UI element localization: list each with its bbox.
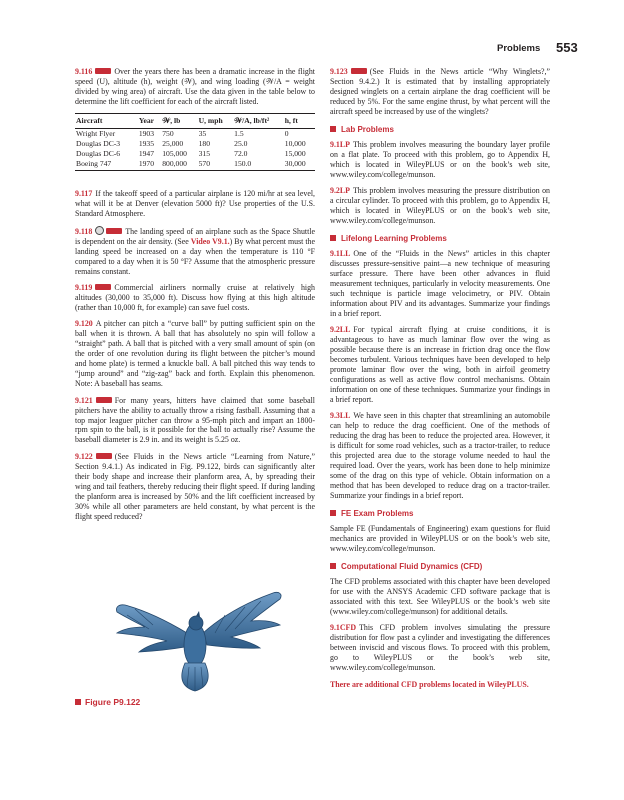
left-wing-shape [116,605,187,652]
table-cell: 180 [198,139,211,148]
bird-illustration [75,585,315,695]
section-heading-lab [330,125,550,135]
bullet-square-icon [330,126,336,132]
problem-text: (See Fluids in the News article “Learning from Nature,” Section 9.4.1.) As indicated in Fig. P9.122, birds can significantly alter their body shape and increase their planform area, A, by spreading their wing and tail feathers, thereby reducing their flight speed. If during landing the planform area is increased by 50% and the lift coefficient increased by 30% while all other parameters are held constant, by what percent is the flight speed reduced? [75,451,315,521]
col-header: 𝒲/A, lb/ft² [233,114,284,129]
problem-number: 9.122 [75,451,93,461]
problem-number: 9.117 [75,189,93,199]
video-disc-icon [95,226,104,235]
bird-beak-shape [196,611,200,617]
cfd-additional-note: There are additional CFD problems located in WileyPLUS. [330,679,529,689]
table-cell: Douglas DC-3 [76,139,121,148]
problem-9-1lp [330,140,550,180]
table-row [75,159,315,171]
table-cell: 1903 [138,129,155,139]
section-heading-fe [330,509,550,519]
problem-text: Over the years there has been a dramatic increase in the flight speed (U), altitude (h), weight (𝒲), and wing loading (𝒲/A = weight divided by wing area) of aircraft. Use the data given in the table below to determine the lift coefficient for each of the aircraft listed. [75,67,315,106]
col-header: 𝒲, lb [161,114,197,129]
section-heading-text: Lab Problems [341,124,394,134]
table-row [75,128,315,138]
problem-number: 9.118 [75,226,93,236]
problem-number: 9.2LP [330,186,350,196]
right-wing-shape [203,592,281,648]
col-header: Year [138,114,161,129]
table-cell: 15,000 [284,148,306,158]
problem-9-2ll [330,325,550,405]
bird-head-shape [189,616,203,630]
table-cell: 1935 [138,139,155,148]
problem-number: 9.1CFD [330,623,357,633]
col-header: h, ft [284,114,315,129]
problem-text: This problem involves measuring the boundary layer profile on a flat plate. To proceed with this problem, go to Appendix H, which is located in WileyPLUS or on the book’s web site, www.wiley.com/college/munson. [330,139,550,179]
problem-9-1cfd [330,623,550,673]
table-cell: 750 [162,129,174,139]
table-cell: 1947 [138,148,155,158]
video-link[interactable]: Video V9.1. [190,236,230,246]
problem-number: 9.123 [330,67,348,76]
problem-9-120 [75,319,315,389]
problem-number: 9.1LL [330,249,351,259]
bullet-square-icon [330,510,336,516]
table-header-row [75,114,315,129]
problem-text: We have seen in this chapter that streamlining an automobile can help to reduce the drag coefficient. One of the methods of reducing the drag has been to reduce the projected area. However, it is difficult for some road vehicles, such as a tractor-trailer, to reduce this projected area due to the storage volume needed to haul the required load. Over the years, work has been done to help minimize some of the drag on this type of vehicle. Obtain information on a method that has been developed to reduce drag on a tractor-trailer. Summarize your findings in a brief report. [330,411,550,500]
fe-paragraph: Sample FE (Fundamentals of Engineering) exam questions for fluid mechanics are provided in WileyPLUS or on the book’s web site, www.wiley.com/college/munson. [330,524,550,553]
problem-9-122 [75,452,315,522]
figure-caption-text: Figure P9.122 [85,697,141,707]
bullet-square-icon [330,235,336,241]
problem-text: One of the “Fluids in the News” articles in this chapter discusses pressure-sensitive paint—a new technique of measuring surface pressure. There have been other advances in fluid measurement techniques, particularly in velocity measurements. One such technique is particle image velocimetry, or PIV. Obtain information about PIV and its advantages. Summarize your findings in a brief report. [330,249,550,318]
problem-9-118 [75,226,315,277]
col-header: U, mph [198,114,234,129]
running-title: Problems [497,43,541,54]
table-cell: 150.0 [233,159,284,171]
bullet-square-icon [330,563,336,569]
problem-number: 9.121 [75,395,93,405]
problem-number: 9.116 [75,67,93,76]
problem-number: 9.2LL [330,325,351,335]
go-tutorial-icon [95,68,111,74]
table-cell: 1970 [138,159,161,171]
problem-number: 9.119 [75,283,93,293]
table-cell: 570 [198,159,234,171]
table-cell: 105,000 [162,148,187,158]
table-cell: 10,000 [284,139,306,148]
problem-9-2lp [330,186,550,226]
problem-text: Commercial airliners normally cruise at relatively high altitudes (30,000 to 35,000 ft). Discuss how flying at this high altitude (rather than 10,000 ft, for example) can save fuel costs. [75,283,315,312]
problem-text: This problem involves measuring the pressure distribution on a circular cylinder. To proceed with this problem, go to Appendix H, which is located in WileyPLUS or on the book’s web site, www.wiley.com/college/munson. [330,186,550,226]
go-tutorial-icon [351,68,367,74]
page-header [0,40,624,56]
problem-number: 9.1LP [330,139,350,149]
section-heading-text: Lifelong Learning Problems [341,233,447,243]
left-column [75,67,315,528]
table-cell: Douglas DC-6 [76,148,121,158]
table-cell: 25,000 [162,139,184,148]
go-tutorial-icon [95,284,111,290]
bullet-square-icon [75,699,81,705]
problem-text: This CFD problem involves simulating the pressure distribution for flow past a cylinder and investigating the differences between inviscid and viscous flows. To proceed with this problem, go to WileyPLUS or the book’s web site, www.wiley.com/college/munson. [330,623,550,673]
table-row [75,149,315,159]
problem-9-3ll [330,411,550,501]
table-cell: 35 [198,129,207,139]
problem-9-123 [330,67,550,117]
problem-text: For typical aircraft flying at cruise conditions, it is advantageous to have as much laminar flow over the wing as possible because there is an increase in friction drag once the flow becomes turbulent. Various techniques have been developed to help promote laminar flow over the wing, both in airfoil geometry configurations as well as active flow control mechanisms. Obtain information on one of these techniques. Summarize your findings in a brief report. [330,325,550,404]
table-cell: 25.0 [234,139,248,148]
problem-9-121 [75,396,315,446]
problem-text: If the takeoff speed of a particular airplane is 120 mi/hr at sea level, what will it be at Denver (elevation 5000 ft)? Use properties of the U.S. Standard Atmosphere. [75,189,315,219]
table-cell: Boeing 747 [75,159,138,171]
problem-text: ) By what percent must the landing speed be increased on a day when the temperature is 110 °F compared to a day when it is 50 °F? Assume that the atmospheric pressure remains constant. [75,236,315,276]
problem-9-116 [75,67,315,107]
table-cell: 72.0 [234,148,248,158]
go-tutorial-icon [106,228,122,234]
table-cell: 315 [198,148,211,158]
problem-text: (See Fluids in the News article “Why Winglets?,” Section 9.4.2.) It is estimated that by installing appropriately designed winglets on a certain airplane the drag coefficient will be reduced by 5%. For the same engine thrust, by what percent will the aircraft speed be increased by use of the winglets? [330,67,550,116]
go-tutorial-icon [96,397,112,403]
aircraft-table [75,113,315,171]
problem-9-117 [75,189,315,219]
problem-text: For many years, hitters have claimed that some baseball pitchers have the ability to actually throw a rising fastball. Assuming that a top major leaguer pitcher can throw a 95-mph pitch and impart an 1800-rpm spin to the ball, is it possible for the ball to actually rise? Assume the baseball diameter is 2.9 in. and its weight is 5.25 oz. [75,395,315,445]
section-heading-cfd [330,562,550,572]
section-heading-lifelong [330,234,550,244]
table-cell: Wright Flyer [76,129,116,139]
col-header: Aircraft [75,114,138,129]
right-column [330,67,550,696]
problem-number: 9.3LL [330,411,351,421]
section-heading-text: FE Exam Problems [341,508,414,518]
problem-9-119 [75,283,315,313]
table-cell: 1.5 [234,129,244,139]
table-row [75,139,315,149]
problem-text: The landing speed of an airplane such as the Space Shuttle is dependent on the air density. (See [75,226,315,246]
page-number: 553 [556,40,578,55]
go-tutorial-icon [96,453,112,459]
table-cell: 0 [284,129,289,139]
problem-text: A pitcher can pitch a “curve ball” by putting sufficient spin on the ball when it is thrown. A ball that has absolutely no spin will follow a “straight” path. A ball that is pitched with a very small amount of spin (on the order of one revolution during its flight between the pitcher’s mound and home plate) is termed a knuckle ball. A ball pitched this way tends to “jump around” and “zig-zag” back and forth. Explain this phenomenon. Note: A baseball has seams. [75,319,315,389]
problem-9-1ll [330,249,550,319]
figure-caption [75,697,140,707]
figure-p9-122 [75,585,315,695]
problem-number: 9.120 [75,319,93,329]
table-cell: 800,000 [161,159,197,171]
table-cell: 30,000 [284,159,315,171]
cfd-paragraph: The CFD problems associated with this chapter have been developed for use with the ANSYS Academic CFD software package that is associated with this text. See WileyPLUS or the book’s web site (www.wiley.com/college/munson) for additional details. [330,576,550,616]
section-heading-text: Computational Fluid Dynamics (CFD) [341,561,483,571]
